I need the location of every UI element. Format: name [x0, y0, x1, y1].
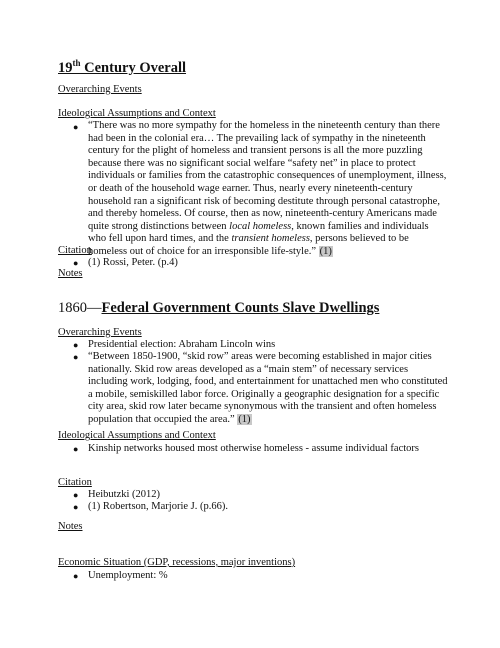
citation-item: (1) Rossi, Peter. (p.4) — [88, 257, 178, 268]
citation-item: (1) Robertson, Marjorie J. (p.66). — [88, 501, 228, 512]
notes-heading: Notes — [58, 268, 83, 279]
bullet-icon: ● — [73, 258, 79, 268]
bullet-icon: ● — [73, 444, 79, 454]
footnote-ref: (1) — [319, 245, 332, 257]
economic-situation-heading: Economic Situation (GDP, recessions, major inventions) — [58, 557, 296, 568]
bullet-icon: ● — [73, 352, 79, 362]
bullet-icon: ● — [73, 490, 79, 500]
bullet-icon: ● — [73, 571, 79, 581]
bullet-icon: ● — [73, 122, 79, 132]
overarching-events-heading: Overarching Events — [58, 84, 142, 95]
ideological-heading: Ideological Assumptions and Context — [58, 108, 216, 119]
section-title-1860: 1860—Federal Government Counts Slave Dwellings — [58, 300, 380, 316]
event-item: “Between 1850-1900, “skid row” areas were becoming established in major cities nationally. Skid row areas developed as a “main stem” of necessary services including work, lodging, food, and entertainment for unattached men who constituted a mobile, semiskilled labor force. Originally a geographic designation for a specific city area, skid row later became synonymous with the transient and often homeless population that occupied the area.” (1) — [88, 351, 448, 425]
quote-paragraph: “There was no more sympathy for the homeless in the nineteenth century than there had been in the colonial era… The prevailing lack of sympathy in the nineteenth century for the plight of homeless and transient persons is all the more puzzling because there was no significant social welfare “safety net” in place to protect individuals or families from the catastrophic consequences of unemployment, illness, or death of the household wage earner. Thus, nearly every nineteenth-century household ran a significant risk of becoming destitute through personal catastrophe, and thereby homeless. Of course, then as now, nineteenth-century Americans made quite strong distinctions between local homeless, known families and individuals who fell upon hard times, and the transient homeless, persons believed to be homeless out of choice for an irresponsible life-style.” (1) — [88, 120, 447, 257]
notes-heading: Notes — [58, 521, 83, 532]
event-item: Presidential election: Abraham Lincoln wins — [88, 339, 276, 350]
ideological-heading: Ideological Assumptions and Context — [58, 430, 216, 441]
citation-heading: Citation — [58, 477, 92, 488]
economic-item: Unemployment: % — [88, 570, 168, 581]
footnote-ref: (1) — [238, 413, 251, 425]
citation-heading: Citation — [58, 245, 92, 256]
ideological-item: Kinship networks housed most otherwise homeless - assume individual factors — [88, 443, 419, 454]
overarching-events-heading: Overarching Events — [58, 327, 142, 338]
bullet-icon: ● — [73, 340, 79, 350]
bullet-icon: ● — [73, 502, 79, 512]
citation-item: Heibutzki (2012) — [88, 489, 161, 500]
section-title-19th-century: 19th Century Overall — [58, 58, 187, 76]
